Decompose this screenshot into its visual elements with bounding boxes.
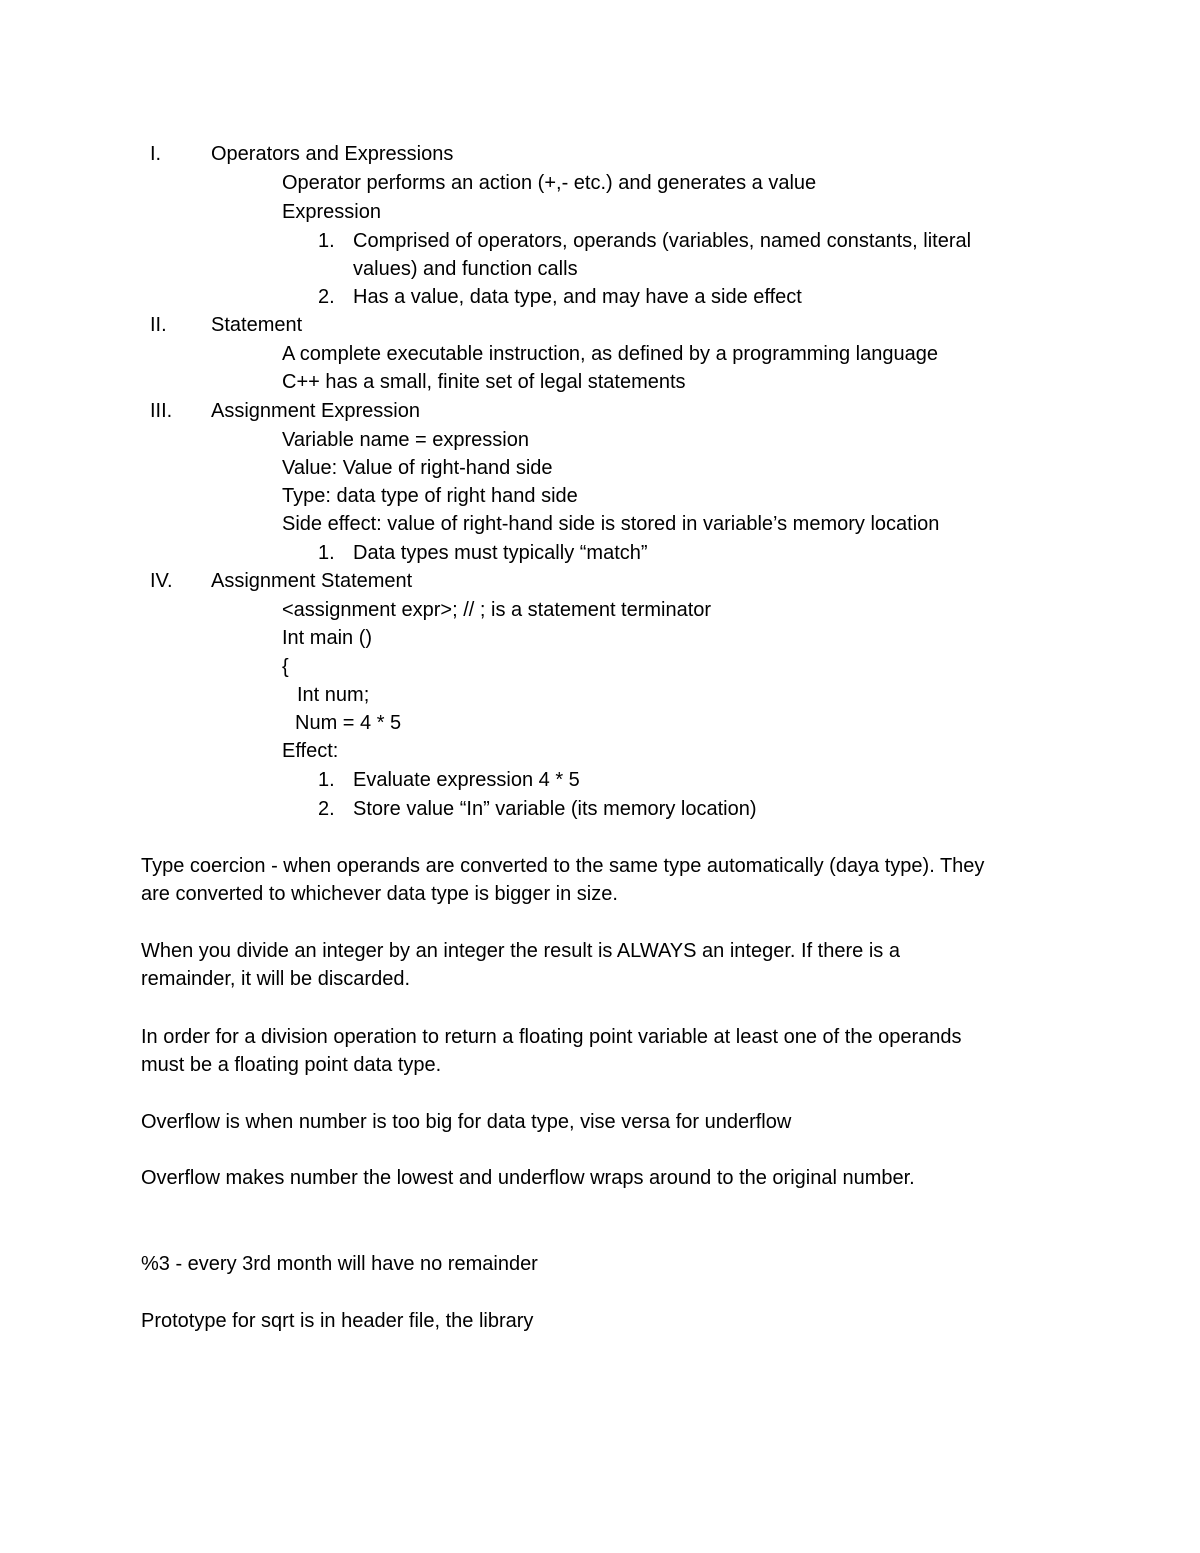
code-line: Int num; (297, 684, 370, 706)
list-item-text: Comprised of operators, operands (variables, named constants, literal (353, 230, 972, 252)
section-numeral: I. (150, 143, 162, 165)
section-heading: Statement (211, 314, 303, 336)
paragraph-line: Prototype for sqrt is in header file, the library (141, 1310, 534, 1332)
paragraph-line: remainder, it will be discarded. (141, 968, 411, 990)
body-line: C++ has a small, finite set of legal statements (282, 371, 686, 393)
body-line: { (282, 656, 289, 678)
body-line: Expression (282, 201, 381, 223)
body-line: A complete executable instruction, as defined by a programming language (282, 343, 938, 365)
section-numeral: III. (150, 400, 173, 422)
section-numeral: II. (150, 314, 167, 336)
body-line: Effect: (282, 740, 339, 762)
list-item-text: Evaluate expression 4 * 5 (353, 769, 580, 791)
section-heading: Operators and Expressions (211, 143, 454, 165)
body-line: Variable name = expression (282, 429, 529, 451)
paragraph-line: %3 - every 3rd month will have no remainder (141, 1253, 538, 1275)
section-numeral: IV. (150, 570, 173, 592)
paragraph-line: Type coercion - when operands are converted to the same type automatically (daya type). They (141, 855, 985, 877)
paragraph-line: Overflow makes number the lowest and underflow wraps around to the original number. (141, 1167, 915, 1189)
body-line: Value: Value of right-hand side (282, 457, 553, 479)
paragraph-line: When you divide an integer by an integer the result is ALWAYS an integer. If there is a (141, 940, 900, 962)
list-item-text: Data types must typically “match” (353, 542, 648, 564)
paragraph-line: must be a floating point data type. (141, 1054, 442, 1076)
list-number: 1. (318, 230, 335, 252)
paragraph-line: are converted to whichever data type is bigger in size. (141, 883, 618, 905)
list-number: 2. (318, 286, 335, 308)
list-number: 1. (318, 542, 335, 564)
body-line: Int main () (282, 627, 373, 649)
body-line: Side effect: value of right-hand side is stored in variable’s memory location (282, 513, 940, 535)
body-line: Type: data type of right hand side (282, 485, 578, 507)
list-number: 2. (318, 798, 335, 820)
paragraph-line: In order for a division operation to return a floating point variable at least one of the operands (141, 1026, 962, 1048)
section-heading: Assignment Statement (211, 570, 413, 592)
paragraph-line: Overflow is when number is too big for data type, vise versa for underflow (141, 1111, 792, 1133)
list-number: 1. (318, 769, 335, 791)
section-heading: Assignment Expression (211, 400, 420, 422)
body-line: <assignment expr>; // ; is a statement terminator (282, 599, 712, 621)
list-item-text: values) and function calls (353, 258, 578, 280)
list-item-text: Store value “In” variable (its memory location) (353, 798, 757, 820)
list-item-text: Has a value, data type, and may have a side effect (353, 286, 802, 308)
body-line: Operator performs an action (+,- etc.) and generates a value (282, 172, 817, 194)
code-line: Num = 4 * 5 (295, 712, 402, 734)
